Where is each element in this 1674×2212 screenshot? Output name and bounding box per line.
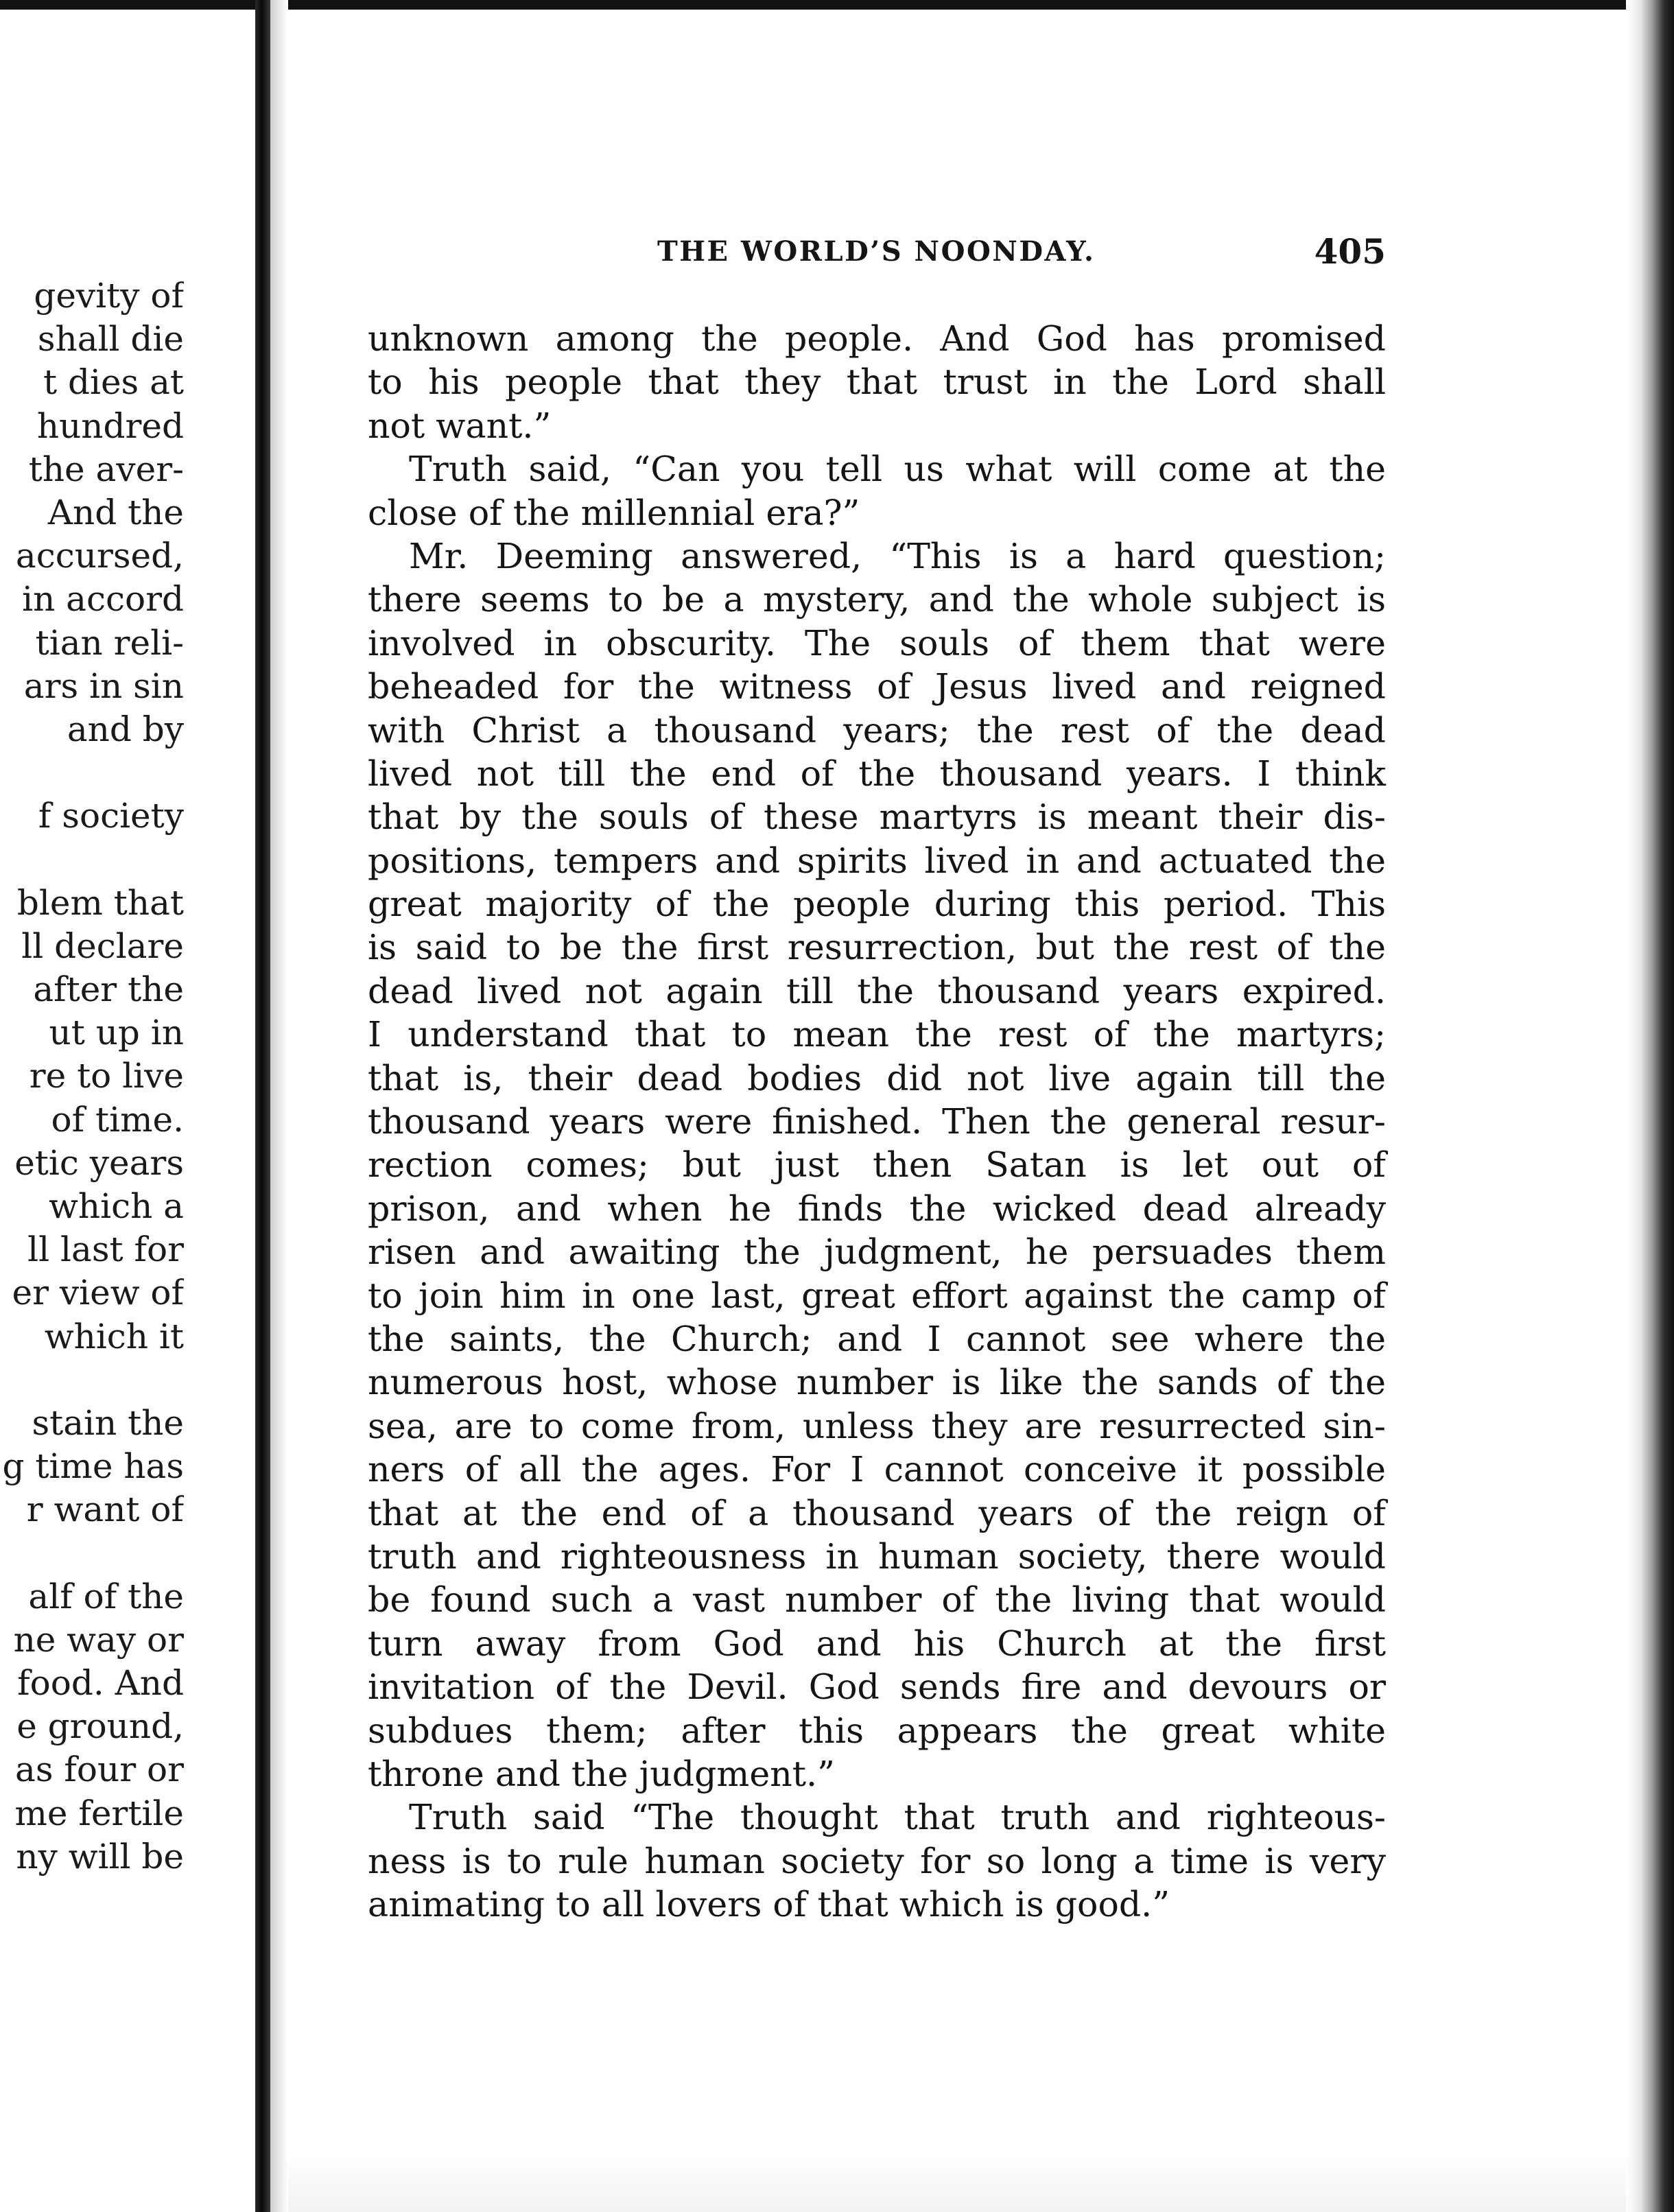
facing-page-line: after the bbox=[33, 969, 184, 1009]
text-line: to join him in one last, great effort against the camp of bbox=[368, 1275, 1386, 1316]
text-line: ness is to rule human society for so long a time is very bbox=[368, 1840, 1386, 1881]
text-line: Truth said, “Can you tell us what will come at the bbox=[409, 449, 1386, 490]
text-line: numerous host, whose number is like the sands of the bbox=[368, 1362, 1386, 1403]
facing-page-line: ny will be bbox=[16, 1836, 184, 1876]
text-line: Mr. Deeming answered, “This is a hard question; bbox=[409, 535, 1386, 576]
text-line: throne and the judgment.” bbox=[368, 1753, 835, 1794]
facing-page-line: as four or bbox=[15, 1750, 184, 1790]
text-line: the saints, the Church; and I cannot see where the bbox=[368, 1318, 1386, 1359]
facing-page-line: etic years bbox=[14, 1142, 184, 1183]
facing-page-line: t dies at bbox=[43, 362, 184, 403]
facing-page-line: g time has bbox=[2, 1446, 184, 1487]
text-line: not want.” bbox=[368, 405, 552, 446]
facing-page-line: food. And bbox=[17, 1663, 184, 1703]
facing-page-line: e ground, bbox=[16, 1706, 184, 1747]
facing-page-line: ll last for bbox=[27, 1229, 184, 1270]
text-line: great majority of the people during this period. This bbox=[368, 884, 1386, 925]
page-header bbox=[370, 228, 1386, 276]
facing-page-line: the aver- bbox=[28, 449, 184, 489]
text-line: I understand that to mean the rest of the martyrs; bbox=[368, 1014, 1386, 1055]
page-number: 405 bbox=[1314, 231, 1386, 272]
facing-page-line: stain the bbox=[32, 1402, 184, 1443]
text-line: beheaded for the witness of Jesus lived and reigned bbox=[368, 666, 1386, 707]
facing-page-line: ars in sin bbox=[23, 666, 184, 706]
text-line: close of the millennial era?” bbox=[368, 492, 860, 533]
facing-page-line: shall die bbox=[37, 319, 184, 360]
text-line: that by the souls of these martyrs is meant their dis- bbox=[368, 797, 1386, 838]
text-line: sea, are to come from, unless they are resurrected sin- bbox=[368, 1405, 1386, 1446]
text-line: risen and awaiting the judgment, he persuades them bbox=[368, 1232, 1386, 1273]
page-right-edge bbox=[1626, 0, 1674, 2212]
facing-page-line bbox=[0, 1358, 184, 1402]
facing-page-line bbox=[0, 838, 184, 881]
text-line: prison, and when he finds the wicked dead already bbox=[368, 1188, 1386, 1229]
facing-page-line bbox=[0, 1531, 184, 1575]
text-line: positions, tempers and spirits lived in and actuated the bbox=[368, 840, 1386, 881]
facing-page-line: r want of bbox=[26, 1490, 184, 1530]
book-gutter bbox=[255, 0, 270, 2212]
text-line: that at the end of a thousand years of the reign of bbox=[368, 1492, 1386, 1533]
text-line: turn away from God and his Church at the first bbox=[368, 1623, 1386, 1664]
text-line: thousand years were finished. Then the general resur- bbox=[368, 1101, 1386, 1142]
page-body-text bbox=[368, 317, 1386, 1926]
gutter-shadow bbox=[270, 0, 288, 2212]
facing-page-line: re to live bbox=[29, 1056, 184, 1096]
facing-page-line: ne way or bbox=[13, 1619, 184, 1660]
facing-page-line: ll declare bbox=[21, 926, 184, 966]
page-bottom-shade bbox=[288, 2154, 1626, 2212]
text-line: with Christ a thousand years; the rest of the dead bbox=[368, 709, 1386, 751]
facing-page-line: in accord bbox=[22, 579, 184, 620]
text-line: truth and righteousness in human society, there would bbox=[368, 1536, 1386, 1577]
facing-page-line: accursed, bbox=[15, 536, 184, 576]
facing-page-fragment bbox=[0, 274, 184, 1879]
text-line: Truth said “The thought that truth and righteous- bbox=[409, 1797, 1386, 1838]
text-line: is said to be the first resurrection, but the rest of the bbox=[368, 927, 1386, 968]
text-line: invitation of the Devil. God sends fire and devours or bbox=[368, 1667, 1386, 1708]
text-line: involved in obscurity. The souls of them that were bbox=[368, 622, 1386, 663]
facing-page-line: er view of bbox=[12, 1273, 184, 1313]
text-line: rection comes; but just then Satan is let out of bbox=[368, 1144, 1386, 1186]
facing-page-line: tian reli- bbox=[35, 622, 184, 663]
facing-page-line bbox=[0, 751, 184, 795]
text-line: that is, their dead bodies did not live again till the bbox=[368, 1057, 1386, 1098]
text-line: there seems to be a mystery, and the whole subject is bbox=[368, 579, 1386, 620]
text-line: to his people that they that trust in the Lord shall bbox=[368, 362, 1386, 403]
facing-page-line: ut up in bbox=[49, 1013, 184, 1053]
facing-page-line: and by bbox=[67, 709, 184, 749]
text-line: unknown among the people. And God has promised bbox=[368, 318, 1386, 359]
facing-page-line: alf of the bbox=[28, 1576, 184, 1616]
facing-page-line: which a bbox=[49, 1186, 184, 1226]
text-line: lived not till the end of the thousand years. I think bbox=[368, 753, 1386, 794]
facing-page-line: hundred bbox=[36, 405, 184, 446]
text-line: subdues them; after this appears the great white bbox=[368, 1710, 1386, 1751]
text-line: dead lived not again till the thousand years expired. bbox=[368, 970, 1386, 1011]
facing-page-line: which it bbox=[44, 1316, 184, 1356]
facing-page-line: And the bbox=[47, 492, 184, 532]
text-line: animating to all lovers of that which is good.” bbox=[368, 1884, 1170, 1925]
running-head: THE WORLD’S NOONDAY. bbox=[657, 235, 1096, 268]
facing-page-line: gevity of bbox=[34, 276, 184, 316]
text-line: ners of all the ages. For I cannot conceive it possible bbox=[368, 1449, 1386, 1490]
facing-page-line: f society bbox=[38, 796, 184, 836]
facing-page-line: of time. bbox=[51, 1099, 184, 1140]
facing-page-line: blem that bbox=[16, 882, 184, 923]
text-line: be found such a vast number of the living that would bbox=[368, 1579, 1386, 1621]
facing-page-line: me fertile bbox=[14, 1793, 184, 1833]
scan-top-edge bbox=[0, 0, 1674, 10]
